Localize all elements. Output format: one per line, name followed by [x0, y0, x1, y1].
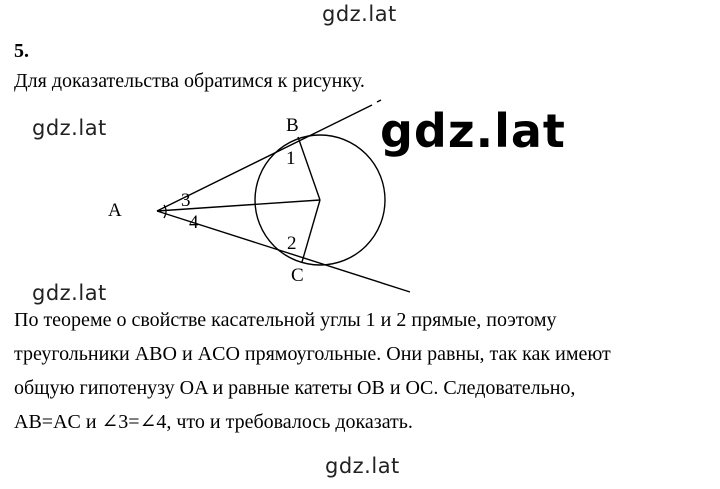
solution-text	[14, 303, 611, 439]
watermark-left-upper: gdz.lat	[32, 116, 107, 140]
watermark-large: gdz.lat	[380, 104, 566, 158]
label-angle-1: 1	[286, 148, 296, 169]
label-point-a: A	[108, 200, 122, 221]
watermark-top: gdz.lat	[322, 2, 397, 26]
radius-ob	[298, 137, 320, 200]
watermark-left-lower: gdz.lat	[32, 281, 107, 305]
solution-line: По теореме о свойстве касательной углы 1 и 2 прямые, поэтому	[14, 309, 557, 331]
task-number: 5.	[14, 40, 29, 62]
solution-line: треугольники ABO и ACO прямоугольные. Они равны, так как имеют	[14, 343, 611, 365]
label-angle-4: 4	[189, 212, 199, 233]
radius-oc	[302, 200, 320, 262]
solution-line: общую гипотенузу OA и равные катеты OB и OC. Следовательно,	[14, 377, 576, 399]
solution-line: AB=AC и ∠3=∠4, что и требовалось доказать.	[14, 411, 413, 433]
tangent-extension-dot	[377, 100, 381, 102]
label-angle-3: 3	[181, 190, 191, 211]
label-point-b: B	[286, 115, 299, 136]
label-angle-2: 2	[287, 233, 297, 254]
watermark-bottom: gdz.lat	[325, 454, 400, 478]
intro-text: Для доказательства обратимся к рисунку.	[14, 70, 365, 92]
label-point-c: C	[291, 265, 304, 286]
